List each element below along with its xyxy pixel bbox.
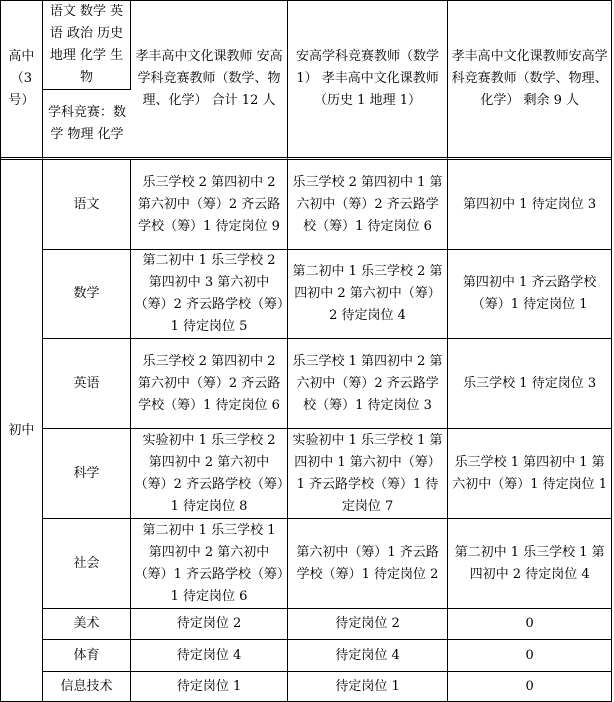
- high-school-col-b: 安高学科竞赛教师（数学 1） 孝丰高中文化课教师（历史 1 地理 1）: [288, 1, 449, 160]
- cell-b: 待定岗位 2: [288, 609, 449, 640]
- cell-c: 第四初中 1 待定岗位 3: [448, 160, 611, 250]
- stage-junior: 初中: [1, 160, 43, 701]
- cell-a: 待定岗位 2: [131, 609, 287, 640]
- junior-row-it: [1, 672, 611, 701]
- cell-c: 第二初中 1 乐三学校 1 第四初中 2 待定岗位 4: [448, 519, 611, 609]
- junior-row-english: [1, 339, 611, 429]
- cell-c: 0: [525, 678, 534, 694]
- cell-c: 乐三学校 1 第四初中 1 第六初中（筹）1 待定岗位 1: [448, 429, 611, 519]
- subject-cell: 美术: [43, 609, 132, 640]
- high-school-culture-subjects: 语文 数学 英语 政治 历史 地理 化学 生物: [43, 1, 132, 90]
- junior-row-pe: [1, 640, 611, 672]
- cell-a: 乐三学校 2 第四初中 2 第六初中（筹）2 齐云路学校（筹）1 待定岗位 6: [131, 339, 287, 429]
- subject-cell: 科学: [43, 429, 132, 519]
- junior-row-social: [1, 519, 611, 609]
- cell-a: 乐三学校 2 第四初中 2 第六初中（筹）2 齐云路学校（筹）1 待定岗位 9: [131, 160, 287, 250]
- cell-b: 第六初中（筹）1 齐云路学校（筹）1 待定岗位 2: [288, 519, 449, 609]
- cell-a: 实验初中 1 乐三学校 2 第四初中 2 第六初中（筹）2 齐云路学校（筹）1 待定岗位 8: [131, 429, 287, 519]
- cell-a: 第二初中 1 乐三学校 1 第四初中 2 第六初中（筹）1 齐云路学校（筹）1 待定岗位 6: [131, 519, 287, 609]
- cell-c: 第四初中 1 齐云路学校（筹）1 待定岗位 1: [448, 250, 611, 339]
- junior-row-chinese: [1, 160, 611, 250]
- cell-b: 乐三学校 2 第四初中 1 第六初中（筹）2 齐云路学校（筹）1 待定岗位 6: [288, 160, 449, 250]
- high-school-competition-subjects: 学科竞赛：数学 物理 化学: [43, 90, 132, 160]
- subject-cell: 数学: [43, 250, 132, 339]
- junior-row-math: [1, 250, 611, 339]
- subject-cell: 体育: [43, 640, 132, 672]
- cell-b: 待定岗位 4: [288, 640, 449, 672]
- junior-row-art: [1, 609, 611, 640]
- cell-c: 0: [448, 609, 611, 640]
- cell-b: 乐三学校 1 第四初中 2 第六初中（筹）2 齐云路学校（筹）1 待定岗位 3: [288, 339, 449, 429]
- cell-c: 乐三学校 1 待定岗位 3: [448, 339, 611, 429]
- cell-b: 待定岗位 1: [288, 672, 449, 701]
- cell-a: 待定岗位 1: [131, 672, 287, 701]
- high-school-row-culture: [1, 1, 611, 90]
- subject-cell: 社会: [43, 519, 132, 609]
- cell-c: 0: [448, 640, 611, 672]
- cell-a: 待定岗位 4: [131, 640, 287, 672]
- junior-row-science: [1, 429, 611, 519]
- cell-b: 第二初中 1 乐三学校 2 第四初中 2 第六初中（筹）2 待定岗位 4: [288, 250, 449, 339]
- subject-cell: 语文: [43, 160, 132, 250]
- high-school-col-a: 孝丰高中文化课教师 安高学科竞赛教师（数学、物理、化学） 合计 12 人: [131, 1, 287, 160]
- cell-b: 实验初中 1 乐三学校 1 第四初中 1 第六初中（筹）1 齐云路学校（筹）1 待定岗位 7: [288, 429, 449, 519]
- subject-cell: 英语: [43, 339, 132, 429]
- stage-high-school: 高中（3号）: [1, 1, 43, 160]
- cell-a: 第二初中 1 乐三学校 2 第四初中 3 第六初中（筹）2 齐云路学校（筹）1 待定岗位 5: [131, 250, 287, 339]
- high-school-col-c: 孝丰高中文化课教师安高学科竞赛教师（数学、物理、化学） 剩余 9 人: [448, 1, 611, 160]
- subject-cell: 信息技术: [43, 672, 132, 701]
